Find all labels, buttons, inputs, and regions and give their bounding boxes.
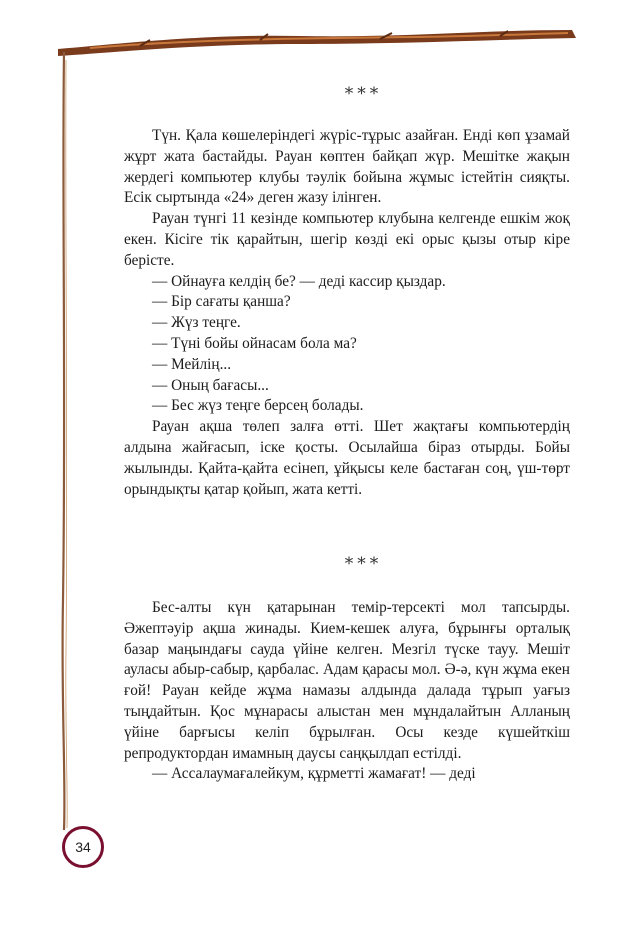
dialogue-line: — Бес жүз теңге берсең болады.	[152, 397, 364, 415]
paragraph: Рауан түнгі 11 кезінде компьютер клубына келгенде ешкім жоқ екен. Кісіге тік қарайтын, шегір көзді екі орыс қызы отыр кіре берісте.	[124, 210, 570, 269]
branch-ornament	[58, 30, 576, 56]
dialogue-line: — Ойнауға келдің бе? — деді кассир қыздар.	[152, 272, 446, 290]
text-block-2	[124, 598, 570, 785]
paragraph: Бес-алты күн қатарынан темір-терсекті мол тапсырды. Әжептәуір ақша жинады. Кием-кешек алуға, бұрынғы орталық базар маңындағы сауда үйіне келген. Мезгіл түске тауу. Мешіт ауласы абыр-сабыр, қарбалас. Адам қарасы мол. Ә-ә, күн жұма екен ғой! Рауан кейде жұма намазы алдында далада тұрып уағыз тыңдайтын. Қос мұнарасы алыстан мен мұндалайтын Алланың үйіне барғысы келіп бұрылған. Осы кезде күшейткіш репродуктордан имамның даусы саңқылдап естілді.	[124, 599, 570, 762]
paragraph: Түн. Қала көшелеріндегі жүріс-тұрыс азайған. Енді көп ұзамай жұрт жата бастайды. Рауан көптен байқап жүр. Мешітке жақын жердегі компьютер клубы тәулік бойына жұмыс істейтін сияқты. Есік сыртында «24» деген жазу ілінген.	[124, 127, 570, 207]
paragraph: Рауан ақша төлеп залға өтті. Шет жақтағы компьютердің алдына жайғасып, іске қосты. Осылайша біраз отырды. Бойы жылынды. Қайта-қайта есінеп, ұйқысы келе бастаған соң, үш-төрт орындықты қатар қойып, жата кетті.	[124, 418, 570, 498]
section-mark: ***	[344, 84, 383, 104]
dialogue-line: — Бір сағаты қанша?	[152, 293, 291, 311]
text-block-1	[124, 126, 570, 500]
frame-line	[63, 52, 65, 830]
dialogue-line: — Түні бойы ойнасам бола ма?	[152, 334, 357, 352]
dialogue-line: — Оның бағасы...	[152, 376, 269, 394]
dialogue-line: — Жүз теңге.	[152, 314, 241, 332]
page-number: 34	[62, 826, 104, 868]
paragraph: — Ассалаумағалейкум, құрметті жамағат! — деді	[152, 765, 476, 783]
section-mark: ***	[344, 554, 383, 574]
dialogue-line: — Мейлің...	[152, 355, 232, 373]
